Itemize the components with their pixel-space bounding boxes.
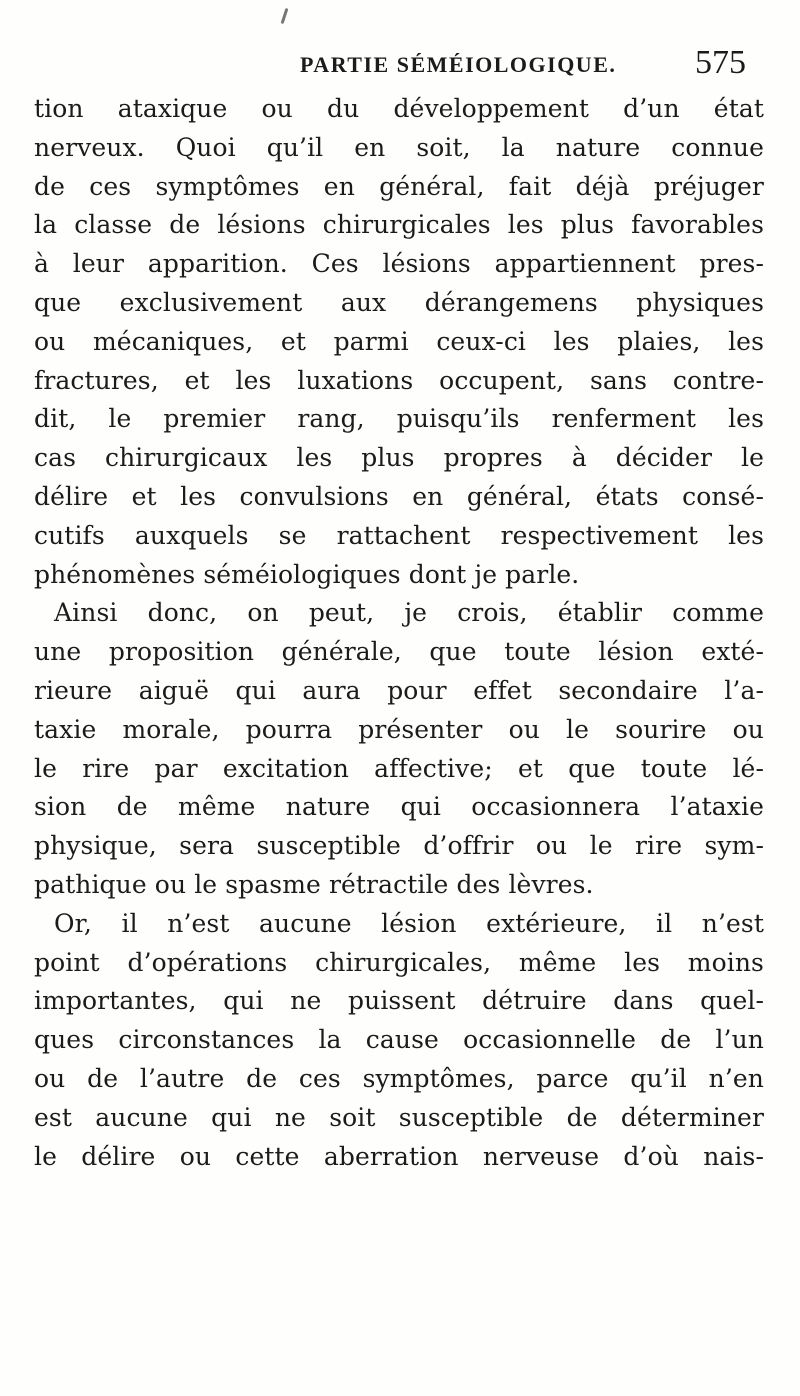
text-line: ou de l’autre de ces symptômes, parce qu’il n’en: [34, 1063, 764, 1093]
text-line: fractures, et les luxations occupent, sans contre-: [34, 365, 764, 395]
text-line: rieure aiguë qui aura pour effet secondaire l’a-: [34, 675, 764, 705]
text-line: dit, le premier rang, puisqu’ils renferment les: [34, 404, 764, 434]
text-line: que exclusivement aux dérangemens physiques: [34, 287, 764, 317]
text-line: Or, il n’est aucune lésion extérieure, il n’est: [54, 908, 764, 938]
text-line: ou mécaniques, et parmi ceux-ci les plaies, les: [34, 326, 764, 356]
text-line: le délire ou cette aberration nerveuse d’où nais-: [34, 1141, 764, 1171]
text-line: cutifs auxquels se rattachent respectivement les: [34, 520, 764, 550]
ink-speck: [281, 8, 289, 24]
text-line: de ces symptômes en général, fait déjà préjuger: [34, 171, 764, 201]
text-line: phénomènes séméiologiques dont je parle.: [34, 559, 580, 589]
text-line: délire et les convulsions en général, états consé-: [34, 481, 764, 511]
text-line: nerveux. Quoi qu’il en soit, la nature connue: [34, 132, 764, 162]
text-line: physique, sera susceptible d’offrir ou le rire sym-: [34, 831, 764, 861]
text-line: la classe de lésions chirurgicales les plus favorables: [34, 210, 764, 240]
text-line: importantes, qui ne puissent détruire dans quel-: [34, 986, 764, 1016]
text-line: à leur apparition. Ces lésions appartiennent pres-: [34, 249, 764, 279]
text-line: tion ataxique ou du développement d’un état: [34, 94, 764, 123]
text-line: cas chirurgicaux les plus propres à décider le: [34, 443, 764, 473]
text-line: Ainsi donc, on peut, je crois, établir comme: [54, 598, 764, 628]
text-line: point d’opérations chirurgicales, même les moins: [34, 947, 764, 977]
text-line: le rire par excitation affective; et que toute lé-: [34, 753, 764, 783]
text-line: une proposition générale, que toute lésion exté-: [34, 637, 764, 667]
text-line: taxie morale, pourra présenter ou le sourire ou: [34, 714, 764, 744]
running-header: PARTIE SÉMÉIOLOGIQUE.: [300, 52, 617, 77]
text-line: ques circonstances la cause occasionnelle de l’un: [34, 1025, 764, 1055]
body-text: [34, 90, 764, 1176]
text-line: est aucune qui ne soit susceptible de déterminer: [34, 1102, 764, 1132]
text-line: sion de même nature qui occasionnera l’ataxie: [34, 792, 764, 822]
page-number: 575: [695, 44, 746, 81]
text-line: pathique ou le spasme rétractile des lèvres.: [34, 869, 594, 899]
